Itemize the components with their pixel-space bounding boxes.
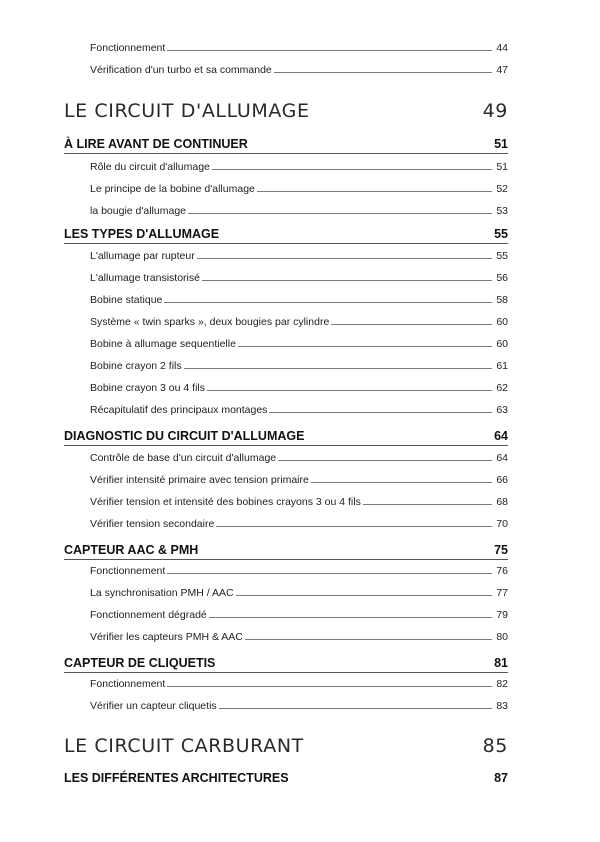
leader-line [311,482,492,483]
toc-entry[interactable] [90,398,508,416]
toc-entry-label: L'allumage par rupteur [90,250,195,262]
section-page: 51 [494,137,508,151]
leader-line [202,280,492,281]
leader-line [274,72,492,73]
chapter-title: LE CIRCUIT D'ALLUMAGE [64,100,310,122]
leader-line [219,708,492,709]
toc-entry[interactable] [90,672,508,690]
toc-entry-label: Le principe de la bobine d'allumage [90,183,255,195]
toc-entry-label: La synchronisation PMH / AAC [90,587,234,599]
toc-entry-page: 63 [496,404,508,416]
toc-entry-page: 60 [496,316,508,328]
leader-line [363,504,492,505]
toc-entry[interactable] [90,559,508,577]
leader-line [216,526,492,527]
section-title: CAPTEUR AAC & PMH [64,543,199,557]
section-title: CAPTEUR DE CLIQUETIS [64,656,216,670]
toc-entry-page: 79 [496,609,508,621]
toc-entry-page: 53 [496,205,508,217]
toc-entry-page: 77 [496,587,508,599]
toc-entry[interactable] [90,490,508,508]
toc-entry-page: 80 [496,631,508,643]
leader-line [207,390,492,391]
toc-entry-page: 83 [496,700,508,712]
leader-line [269,412,492,413]
toc-entry-label: Fonctionnement [90,565,166,577]
toc-entry-page: 47 [496,64,508,76]
leader-line [167,573,492,574]
section-page: 81 [494,656,508,670]
toc-entry-page: 70 [496,518,508,530]
toc-entry-page: 60 [496,338,508,350]
toc-entry-page: 58 [496,294,508,306]
section-page: 64 [494,429,508,443]
toc-entry[interactable] [90,581,508,599]
leader-line [167,686,492,687]
toc-entry[interactable] [90,354,508,372]
toc-entry-label: Rôle du circuit d'allumage [90,161,210,173]
section-heading[interactable] [64,650,508,670]
chapter-page: 49 [482,100,508,122]
toc-entry[interactable] [90,155,508,173]
toc-entry-label: Vérifier les capteurs PMH & AAC [90,631,243,643]
section-page: 87 [494,771,508,785]
toc-entry-label: Vérification d'un turbo et sa commande [90,64,272,76]
toc-entry-page: 61 [496,360,508,372]
toc-entry-label: la bougie d'allumage [90,205,186,217]
leader-line [278,460,492,461]
leader-line [257,191,492,192]
toc-entry-label: Fonctionnement [90,42,166,54]
toc-entry[interactable] [90,199,508,217]
toc-entry-page: 66 [496,474,508,486]
section-heading[interactable] [64,537,508,557]
toc-entry-page: 76 [496,565,508,577]
section-page: 55 [494,227,508,241]
toc-entry[interactable] [90,446,508,464]
toc-entry[interactable] [90,36,508,54]
toc-entry-label: Vérifier intensité primaire avec tension primaire [90,474,309,486]
section-title: DIAGNOSTIC DU CIRCUIT D'ALLUMAGE [64,429,305,443]
chapter-heading[interactable] [64,96,508,122]
section-title: LES DIFFÉRENTES ARCHITECTURES [64,771,289,785]
toc-entry-label: Système « twin sparks », deux bougies par cylindre [90,316,330,328]
chapter-title: LE CIRCUIT CARBURANT [64,735,304,757]
toc-entry-label: Vérifier tension et intensité des bobines crayons 3 ou 4 fils [90,496,361,508]
section-heading[interactable] [64,765,508,785]
toc-entry-label: Bobine crayon 3 ou 4 fils [90,382,205,394]
toc-entry-label: Récapitulatif des principaux montages [90,404,268,416]
toc-entry[interactable] [90,266,508,284]
toc-entry[interactable] [90,512,508,530]
toc-entry-label: Bobine crayon 2 fils [90,360,182,372]
toc-entry[interactable] [90,625,508,643]
section-heading[interactable] [64,131,508,151]
toc-entry-page: 64 [496,452,508,464]
toc-entry[interactable] [90,694,508,712]
toc-entry-page: 52 [496,183,508,195]
toc-entry-page: 51 [496,161,508,173]
leader-line [184,368,492,369]
toc-entry[interactable] [90,177,508,195]
section-page: 75 [494,543,508,557]
toc-entry[interactable] [90,332,508,350]
toc-entry[interactable] [90,310,508,328]
section-title: À LIRE AVANT DE CONTINUER [64,137,248,151]
toc-entry-label: L'allumage transistorisé [90,272,200,284]
chapter-heading[interactable] [64,731,508,757]
toc-entry-label: Fonctionnement dégradé [90,609,207,621]
leader-line [209,617,492,618]
section-divider [64,153,508,154]
toc-entry[interactable] [90,58,508,76]
toc-entry-label: Vérifier un capteur cliquetis [90,700,217,712]
leader-line [238,346,492,347]
leader-line [167,50,492,51]
toc-entry-page: 62 [496,382,508,394]
section-title: LES TYPES D'ALLUMAGE [64,227,220,241]
toc-entry-label: Fonctionnement [90,678,166,690]
toc-entry[interactable] [90,376,508,394]
toc-entry-page: 82 [496,678,508,690]
leader-line [212,169,492,170]
toc-entry[interactable] [90,603,508,621]
leader-line [245,639,492,640]
leader-line [331,324,492,325]
toc-entry-page: 68 [496,496,508,508]
leader-line [236,595,492,596]
section-heading[interactable] [64,423,508,443]
leader-line [188,213,492,214]
section-heading[interactable] [64,221,508,241]
toc-entry-page: 44 [496,42,508,54]
leader-line [197,258,492,259]
toc-entry[interactable] [90,244,508,262]
toc-entry[interactable] [90,468,508,486]
chapter-page: 85 [482,735,508,757]
toc-entry-label: Bobine à allumage sequentielle [90,338,236,350]
toc-entry-page: 56 [496,272,508,284]
toc-entry-label: Bobine statique [90,294,163,306]
leader-line [164,302,492,303]
toc-entry-label: Contrôle de base d'un circuit d'allumage [90,452,277,464]
toc-entry-label: Vérifier tension secondaire [90,518,215,530]
toc-entry[interactable] [90,288,508,306]
toc-entry-page: 55 [496,250,508,262]
